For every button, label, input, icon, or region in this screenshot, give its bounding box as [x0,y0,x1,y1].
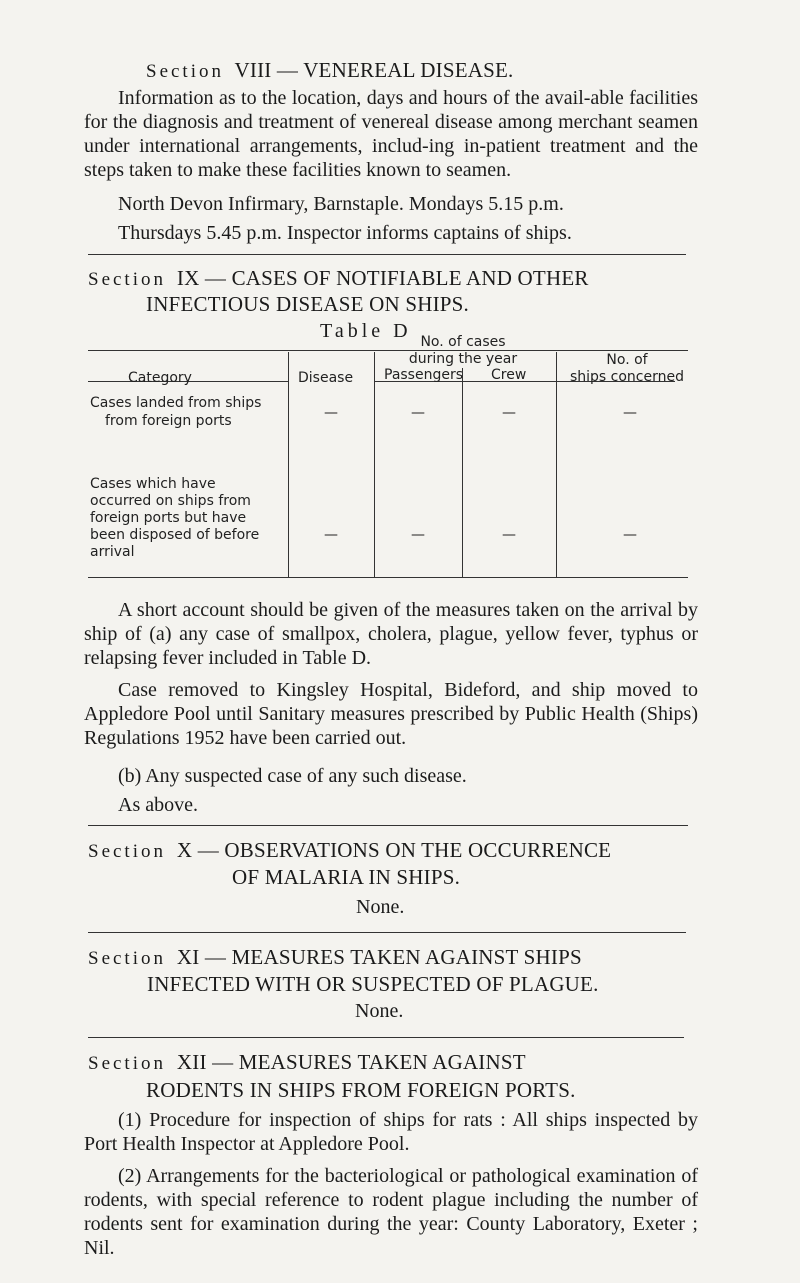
section-title: XII — MEASURES TAKEN AGAINST [176,1050,526,1074]
divider [88,932,686,933]
section-label: Section [88,948,166,969]
suspected-case-line: (b) Any suspected case of any such disease. [118,765,467,787]
section-10-heading-line-2: OF MALARIA IN SHIPS. [232,865,461,889]
section-8-heading [146,58,513,83]
row-1-ships: — [623,405,637,421]
row-2-category-line: foreign ports but have [90,510,247,526]
row-1-category-line: Cases landed from ships [90,395,262,411]
table-title: Table D [320,320,412,342]
section-11-heading [88,945,582,970]
section-12-heading-line-2: RODENTS IN SHIPS FROM FOREIGN PORTS. [146,1078,576,1102]
case-removed-paragraph: Case removed to Kingsley Hospital, Bideford, and ship moved to Appledore Pool until Sanitary measures prescribed by Public Health (Ships) Regulations 1952 have been carried out. [84,679,698,749]
section-title: X — OBSERVATIONS ON THE OCCURRENCE [176,838,612,862]
header-passengers: Passengers [384,367,464,383]
row-2-ships: — [623,527,637,543]
row-1-disease: — [324,405,338,421]
section-8-paragraph: Information as to the location, days and hours of the avail-able facilities for the diagnosis and treatment of venereal disease among merchant seamen under international arrangements, includ-ing in-patient treatment and the steps taken to make these facilities known to seamen. [84,87,698,181]
measures-paragraph: A short account should be given of the measures taken on the arrival by ship of (a) any case of smallpox, cholera, plague, yellow fever, typhus or relapsing fever included in Table D. [84,599,698,669]
column-divider [556,352,557,577]
section-10-body: None. [356,896,405,918]
table-bottom-rule [88,577,688,578]
header-cases-line-1: No. of cases [420,334,506,350]
section-label: Section [88,841,166,862]
section-label: Section [146,61,224,82]
section-12-heading [88,1050,526,1075]
header-cases-line-2: during the year [408,351,518,367]
row-2-category-line: Cases which have [90,476,216,492]
row-1-category-line: from foreign ports [105,413,232,429]
section-8-line-2: Thursdays 5.45 p.m. Inspector informs captains of ships. [118,222,572,244]
row-2-passengers: — [411,527,425,543]
section-9-heading [88,266,589,291]
section-12-item-1: (1) Procedure for inspection of ships for rats : All ships inspected by Port Health Inspector at Appledore Pool. [84,1109,698,1155]
section-title: VIII — VENEREAL DISEASE. [234,58,514,82]
section-11-heading-line-2: INFECTED WITH OR SUSPECTED OF PLAGUE. [147,972,599,996]
as-above-line: As above. [118,794,198,816]
column-divider [462,368,463,578]
section-9-heading-line-2: INFECTIOUS DISEASE ON SHIPS. [146,292,469,316]
row-2-category-line: been disposed of before [90,527,260,543]
section-8-line-1: North Devon Infirmary, Barnstaple. Mondays 5.15 p.m. [118,193,564,215]
section-label: Section [88,269,166,290]
divider [88,1037,684,1038]
row-1-crew: — [502,405,516,421]
header-disease: Disease [298,370,354,386]
header-crew: Crew [491,367,527,383]
section-10-heading [88,838,611,863]
section-title: XI — MEASURES TAKEN AGAINST SHIPS [176,945,582,969]
row-2-category-line: arrival [90,544,135,560]
row-2-category-line: occurred on ships from [90,493,251,509]
header-ships-line-1: No. of [606,352,648,368]
section-11-body: None. [355,1000,404,1022]
divider [88,254,686,255]
section-label: Section [88,1053,166,1074]
divider [88,825,688,826]
section-12-item-2: (2) Arrangements for the bacteriological or pathological examination of rodents, with special reference to rodent plague including the number of rodents sent for examination during the year: County Laboratory, Exeter ; Nil. [84,1165,698,1259]
row-2-disease: — [324,527,338,543]
row-1-passengers: — [411,405,425,421]
row-2-crew: — [502,527,516,543]
section-title: IX — CASES OF NOTIFIABLE AND OTHER [176,266,589,290]
header-ships-line-2: ships concerned [569,369,685,385]
header-category: Category [128,370,192,386]
